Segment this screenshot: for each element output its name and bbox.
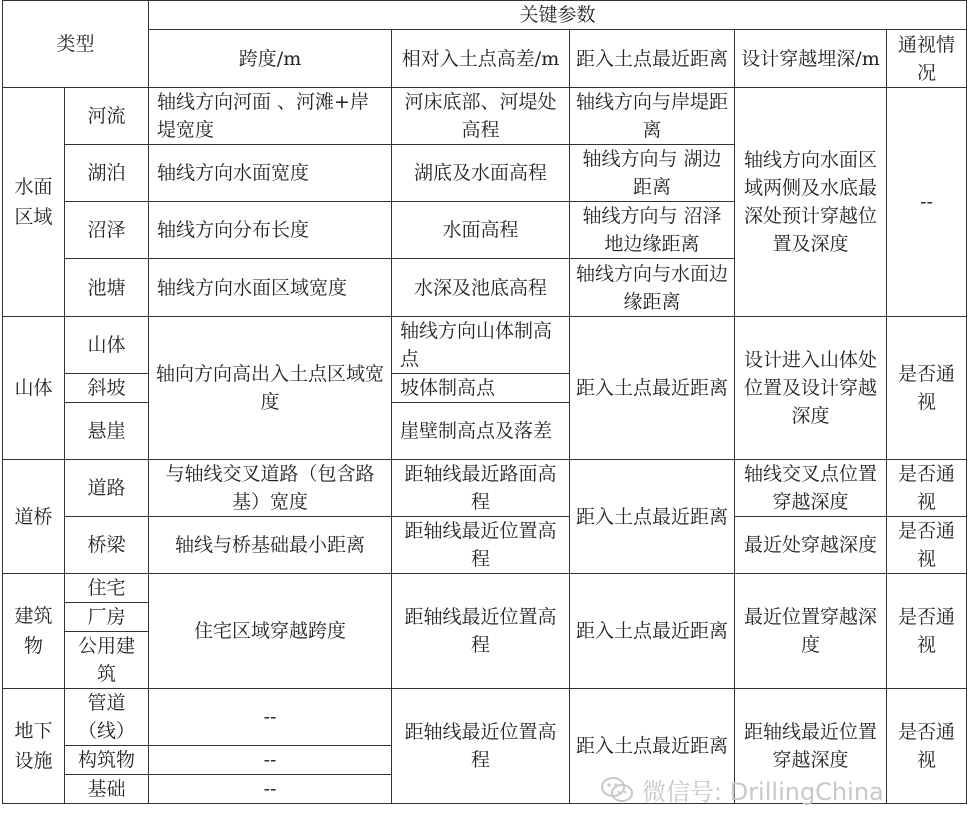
- sub-river: 河流: [65, 88, 149, 145]
- sub-factory: 厂房: [65, 603, 149, 632]
- lake-height: 湖底及水面高程: [392, 145, 570, 202]
- bridge-depth: 最近处穿越深度: [735, 517, 887, 574]
- sub-pipe: 管道（线）: [65, 689, 149, 746]
- group-underground: 地下设施: [3, 689, 65, 804]
- mountain-vis: 是否通视: [887, 317, 967, 460]
- header-type: 类型: [3, 1, 149, 88]
- mountain-span: 轴向方向高出入土点区域宽度: [149, 317, 392, 460]
- cliff-height: 崖壁制高点及落差: [392, 403, 570, 460]
- lake-span: 轴线方向水面宽度: [149, 145, 392, 202]
- pond-height: 水深及池底高程: [392, 259, 570, 317]
- watermark-text: 微信号: DrillingChina: [642, 778, 884, 806]
- river-span: 轴线方向河面 、河滩+岸堤宽度: [149, 88, 392, 145]
- sub-slope: 斜坡: [65, 374, 149, 403]
- building-vis: 是否通视: [887, 574, 967, 689]
- foundation-span: --: [149, 775, 392, 804]
- header-span: 跨度/m: [149, 30, 392, 88]
- bridge-span: 轴线与桥基础最小距离: [149, 517, 392, 574]
- watermark: [600, 772, 884, 807]
- roadbridge-dist: 距入土点最近距离: [570, 460, 735, 574]
- under-height: 距轴线最近位置高程: [392, 689, 570, 804]
- under-depth: 距轴线最近位置穿越深度: [735, 689, 887, 804]
- header-visibility: 通视情况: [887, 30, 967, 88]
- building-depth: 最近位置穿越深度: [735, 574, 887, 689]
- under-dist: 距入土点最近距离: [570, 689, 735, 804]
- pipe-span: --: [149, 689, 392, 746]
- slope-height: 坡体制高点: [392, 374, 570, 403]
- building-height: 距轴线最近位置高程: [392, 574, 570, 689]
- sub-swamp: 沼泽: [65, 202, 149, 259]
- river-height: 河床底部、河堤处高程: [392, 88, 570, 145]
- water-vis: --: [887, 88, 967, 317]
- mount-height: 轴线方向山体制高点: [392, 317, 570, 374]
- sub-house: 住宅: [65, 574, 149, 603]
- structure-span: --: [149, 746, 392, 775]
- building-dist: 距入土点最近距离: [570, 574, 735, 689]
- group-mountain: 山体: [3, 317, 65, 460]
- mountain-dist: 距入土点最近距离: [570, 317, 735, 460]
- lake-dist: 轴线方向与 湖边距离: [570, 145, 735, 202]
- header-rel-height: 相对入土点高差/m: [392, 30, 570, 88]
- wechat-icon: [600, 775, 634, 805]
- bridge-height: 距轴线最近位置高程: [392, 517, 570, 574]
- sub-mount: 山体: [65, 317, 149, 374]
- river-dist: 轴线方向与岸堤距离: [570, 88, 735, 145]
- road-depth: 轴线交叉点位置穿越深度: [735, 460, 887, 517]
- group-water: 水面区域: [3, 88, 65, 317]
- group-building: 建筑物: [3, 574, 65, 689]
- swamp-span: 轴线方向分布长度: [149, 202, 392, 259]
- sub-pond: 池塘: [65, 259, 149, 317]
- road-vis: 是否通视: [887, 460, 967, 517]
- mountain-depth: 设计进入山体处位置及设计穿越深度: [735, 317, 887, 460]
- sub-structure: 构筑物: [65, 746, 149, 775]
- building-span: 住宅区域穿越跨度: [149, 574, 392, 689]
- header-depth: 设计穿越埋深/m: [735, 30, 887, 88]
- road-height: 距轴线最近路面高程: [392, 460, 570, 517]
- sub-lake: 湖泊: [65, 145, 149, 202]
- header-key-params: 关键参数: [149, 1, 967, 30]
- header-dist: 距入土点最近距离: [570, 30, 735, 88]
- sub-road: 道路: [65, 460, 149, 517]
- pond-span: 轴线方向水面区域宽度: [149, 259, 392, 317]
- swamp-dist: 轴线方向与 沼泽地边缘距离: [570, 202, 735, 259]
- sub-foundation: 基础: [65, 775, 149, 804]
- water-depth: 轴线方向水面区域两侧及水底最深处预计穿越位置及深度: [735, 88, 887, 317]
- parameter-table: [2, 0, 967, 804]
- bridge-vis: 是否通视: [887, 517, 967, 574]
- sub-cliff: 悬崖: [65, 403, 149, 460]
- under-vis: 是否通视: [887, 689, 967, 804]
- pond-dist: 轴线方向与水面边缘距离: [570, 259, 735, 317]
- sub-bridge: 桥梁: [65, 517, 149, 574]
- sub-public: 公用建筑: [65, 632, 149, 689]
- group-roadbridge: 道桥: [3, 460, 65, 574]
- road-span: 与轴线交叉道路（包含路基）宽度: [149, 460, 392, 517]
- swamp-height: 水面高程: [392, 202, 570, 259]
